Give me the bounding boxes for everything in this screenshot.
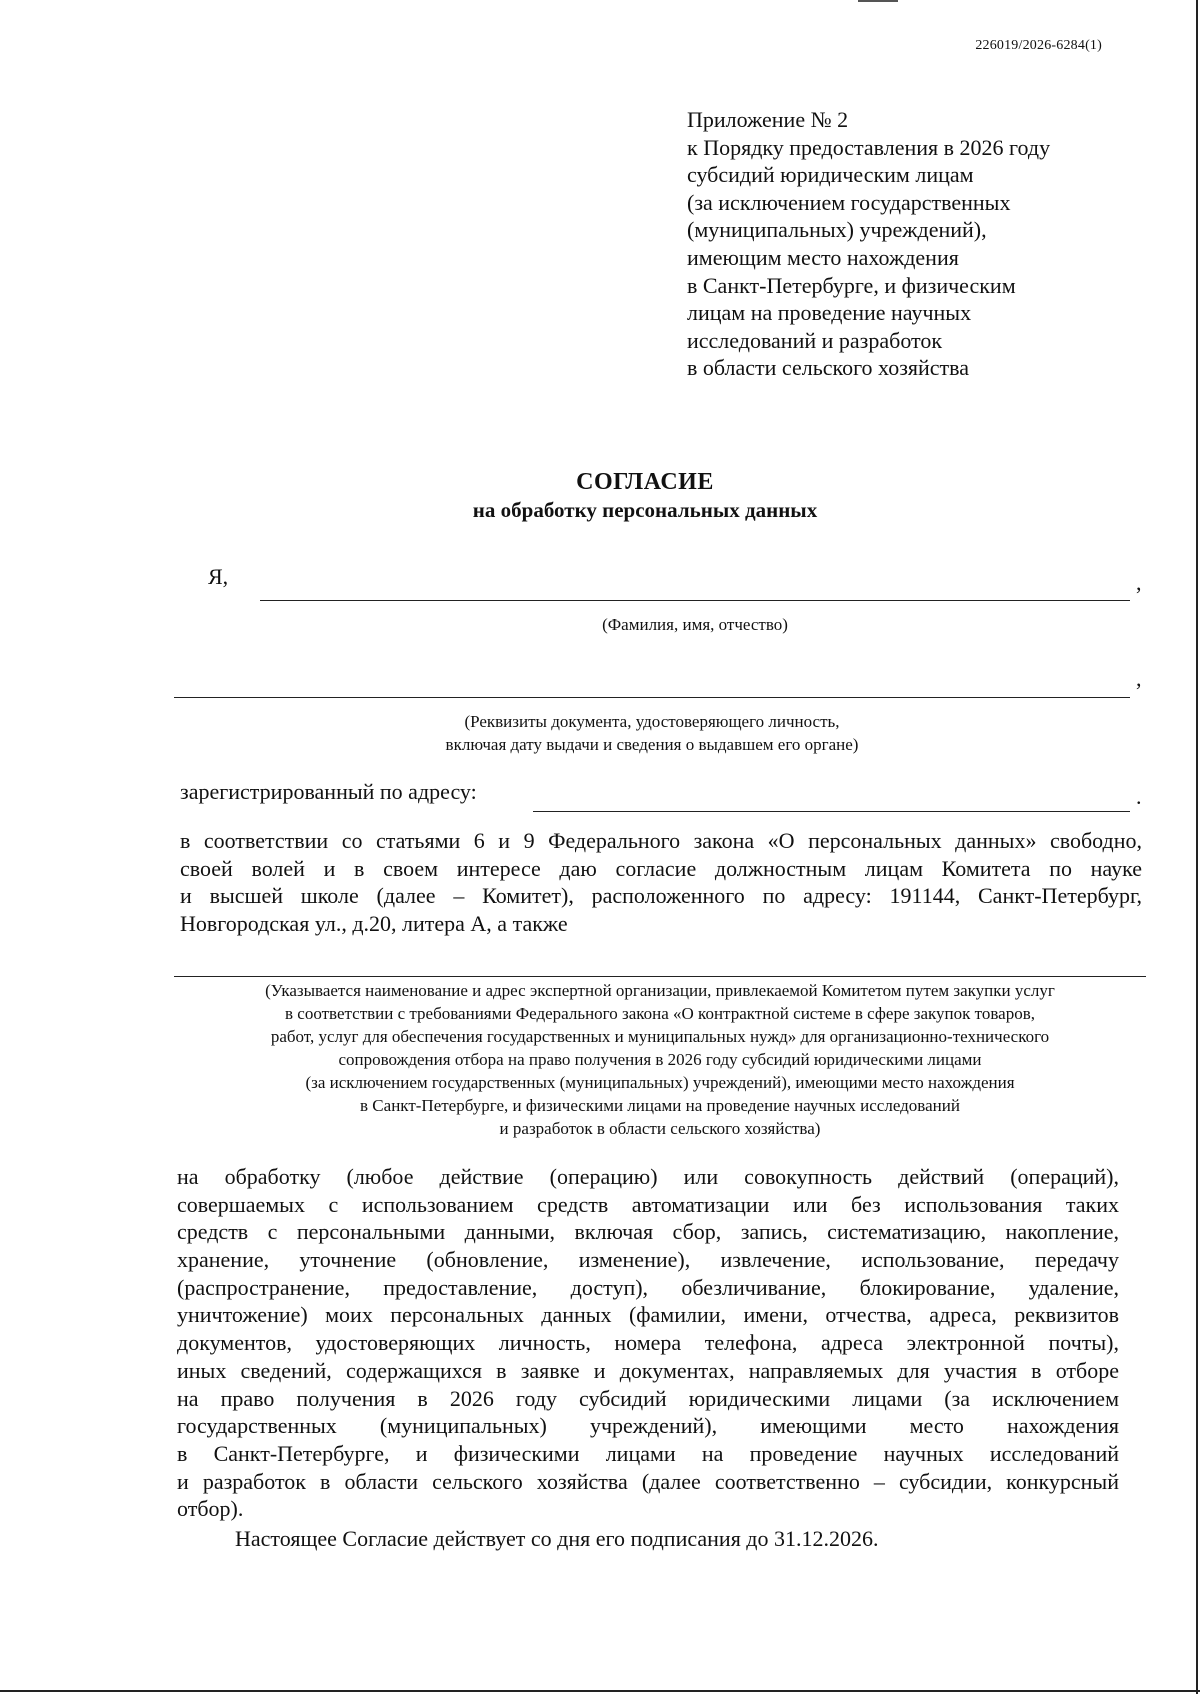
validity-statement: Настоящее Согласие действует со дня его подписания до 31.12.2026. [235, 1526, 879, 1551]
appendix-line: субсидий юридическим лицам [687, 162, 974, 188]
full-name-line[interactable] [260, 600, 1130, 601]
caption-line: в Санкт-Петербурге, и физическими лицами на проведение научных исследований [360, 1096, 960, 1115]
caption-line: сопровождения отбора на право получения в 2026 году субсидий юридическими лицами [338, 1050, 982, 1069]
paragraph-line: документов, удостоверяющих личность, номера телефона, адреса электронной почты), [177, 1330, 1119, 1356]
appendix-line: Приложение № 2 [687, 107, 849, 132]
address-line[interactable] [533, 811, 1130, 812]
expert-organization-line[interactable] [174, 976, 1146, 977]
paragraph-line: в Санкт-Петербурге, и физическими лицами на проведение научных исследований [177, 1440, 1119, 1466]
consent-paragraph-1 [180, 827, 1142, 938]
document-title: СОГЛАСИЕ [576, 469, 714, 495]
paragraph-line: в соответствии со статьями 6 и 9 Федерального закона «О персональных данных» свободно, [180, 828, 1142, 853]
address-period: . [1136, 784, 1142, 809]
caption-line: (за исключением государственных (муниципальных) учреждений), имеющими место нахождения [305, 1073, 1015, 1092]
paragraph-line: государственных (муниципальных) учреждений), имеющими место нахождения [177, 1413, 1119, 1439]
appendix-line: к Порядку предоставления в 2026 году [687, 134, 1051, 160]
identity-caption-line: включая дату выдачи и сведения о выдавшем его органе) [445, 735, 859, 754]
paragraph-line: средств с персональными данными, включая сбор, запись, систематизацию, накопление, [177, 1219, 1119, 1245]
identity-caption-line: (Реквизиты документа, удостоверяющего личность, [464, 712, 840, 731]
appendix-line: в Санкт-Петербурге, и физическим [687, 272, 1016, 298]
caption-line: в соответствии с требованиями Федерального закона «О контрактной системе в сфере закупок товаров, [285, 1004, 1035, 1023]
paragraph-line: на обработку (любое действие (операцию) или совокупность действий (операций), [177, 1164, 1119, 1189]
caption-line: (Указывается наименование и адрес экспертной организации, привлекаемой Комитетом путем закупки услуг [265, 981, 1055, 1000]
consent-paragraph-2 [177, 1163, 1119, 1523]
appendix-line: (муниципальных) учреждений), [687, 217, 987, 243]
paragraph-line: и высшей школе (далее – Комитет), расположенного по адресу: 191144, Санкт-Петербург, [180, 883, 1142, 909]
paragraph-line: уничтожение) моих персональных данных (фамилии, имени, отчества, адреса, реквизитов [177, 1302, 1119, 1328]
expert-caption [174, 979, 1146, 1140]
paragraph-line: иных сведений, содержащихся в заявке и документах, направляемых для участия в отборе [177, 1357, 1119, 1383]
appendix-line: исследований и разработок [687, 327, 943, 353]
paragraph-line: своей волей и в своем интересе даю согласие должностным лицам Комитета по науке [180, 855, 1142, 881]
document-subtitle: на обработку персональных данных [472, 498, 818, 522]
paragraph-line: на право получения в 2026 году субсидий юридическими лицами (за исключением [177, 1385, 1119, 1411]
name-comma: , [1136, 570, 1142, 595]
scan-top-mark [858, 0, 898, 2]
appendix-line: лицам на проведение научных [687, 300, 972, 326]
i-label: Я, [208, 564, 229, 589]
paragraph-line: и разработок в области сельского хозяйства (далее соответственно – субсидии, конкурсный [177, 1468, 1119, 1494]
appendix-header [687, 106, 1167, 382]
identity-document-line[interactable] [174, 697, 1130, 698]
scan-right-border [1196, 0, 1198, 1694]
appendix-line: имеющим место нахождения [687, 244, 959, 270]
paragraph-line: совершаемых с использованием средств автоматизации или без использования таких [177, 1191, 1119, 1217]
name-caption: (Фамилия, имя, отчество) [602, 615, 788, 634]
appendix-line: (за исключением государственных [687, 189, 1011, 215]
appendix-line: в области сельского хозяйства [687, 355, 970, 381]
address-label: зарегистрированный по адресу: [180, 779, 477, 804]
paragraph-line: хранение, уточнение (обновление, изменение), извлечение, использование, передачу [177, 1247, 1119, 1273]
caption-line: работ, услуг для обеспечения государственных и муниципальных нужд» для организационно-технического [270, 1027, 1050, 1046]
caption-line: и разработок в области сельского хозяйства) [499, 1119, 821, 1138]
document-number: 226019/2026-6284(1) [975, 38, 1102, 53]
paragraph-line: Новгородская ул., д.20, литера А, а также [180, 911, 568, 937]
paragraph-line: (распространение, предоставление, доступ), обезличивание, блокирование, удаление, [177, 1274, 1119, 1300]
identity-comma: , [1136, 666, 1142, 691]
scan-bottom-border [0, 1690, 1200, 1692]
paragraph-line: отбор). [177, 1496, 244, 1522]
